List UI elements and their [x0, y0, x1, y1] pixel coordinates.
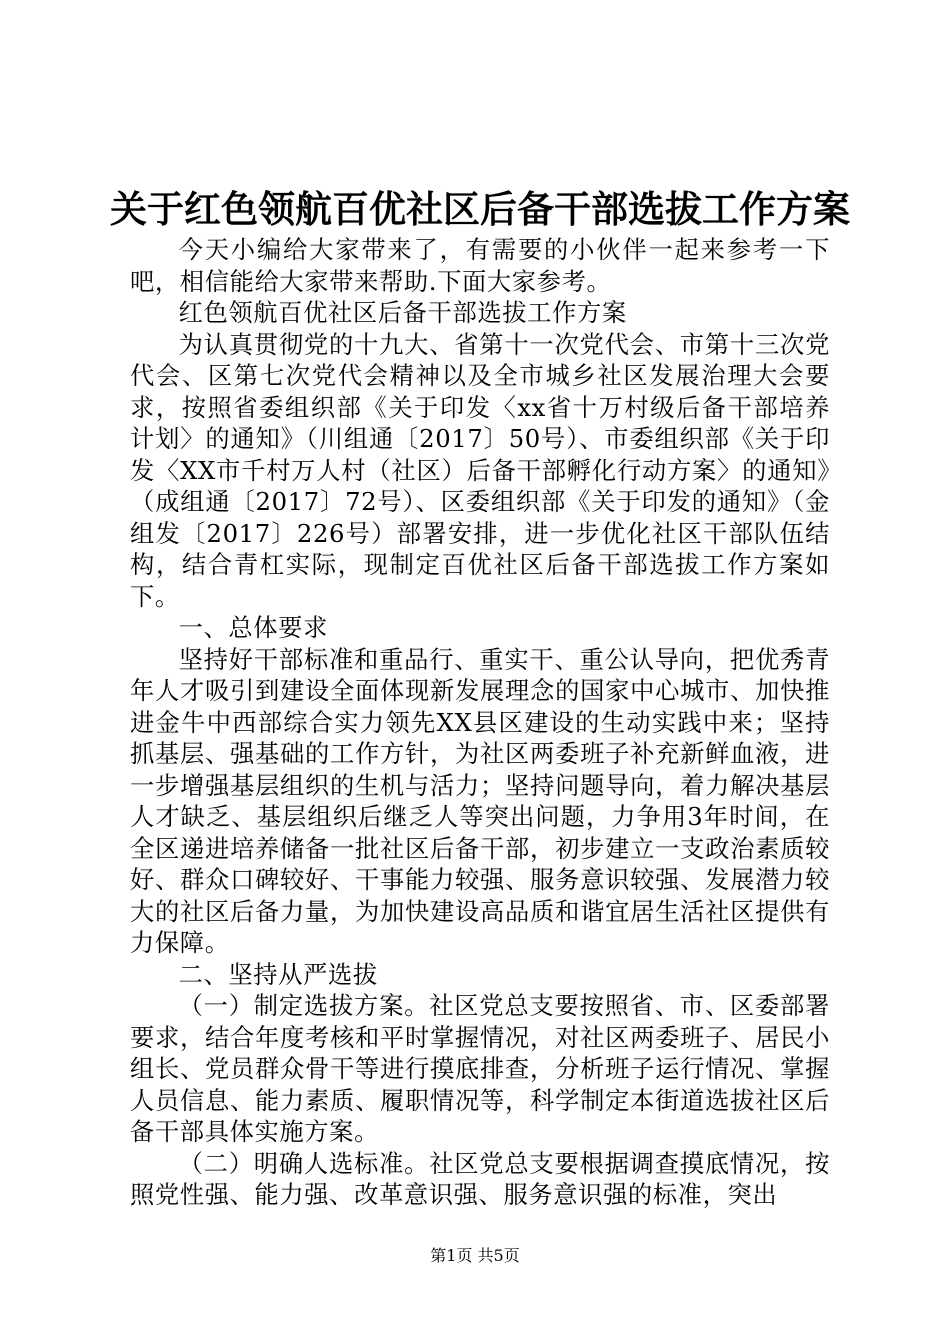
- section-heading-2: 二、坚持从严选拔: [178, 959, 378, 989]
- paragraph-subsection-2: （二）明确人选标准。社区党总支要根据调查摸底情况，按照党性强、能力强、改革意识强、服务意识强的标准，突出: [130, 1148, 830, 1209]
- paragraph-background: 为认真贯彻党的十九大、省第十一次党代会、市第十三次党代会、区第七次党代会精神以及全市城乡社区发展治理大会要求，按照省委组织部《关于印发〈xx省十万村级后备干部培养计划〉的通知》（川组通〔2017〕50号）、市委组织部《关于印发〈XX市千村万人村（社区）后备干部孵化行动方案〉的通知》（成组通〔2017〕72号）、区委组织部《关于印发的通知》（金组发〔2017〕226号）部署安排，进一步优化社区干部队伍结构，结合青杠实际，现制定百优社区后备干部选拔工作方案如下。: [130, 329, 830, 611]
- document-body: [130, 234, 830, 1211]
- paragraph-subtitle: 红色领航百优社区后备干部选拔工作方案: [178, 298, 627, 327]
- paragraph-intro: 今天小编给大家带来了，有需要的小伙伴一起来参考一下吧，相信能给大家带来帮助.下面大家参考。: [130, 235, 830, 296]
- paragraph-section-1: 坚持好干部标准和重品行、重实干、重公认导向，把优秀青年人才吸引到建设全面体现新发展理念的国家中心城市、加快推进金牛中西部综合实力领先XX县区建设的生动实践中来；坚持抓基层、强基础的工作方针，为社区两委班子补充新鲜血液，进一步增强基层组织的生机与活力；坚持问题导向，着力解决基层人才缺乏、基层组织后继乏人等突出问题，力争用3年时间，在全区递进培养储备一批社区后备干部，初步建立一支政治素质较好、群众口碑较好、干事能力较强、服务意识较强、发展潜力较大的社区后备力量，为加快建设高品质和谐宜居生活社区提供有力保障。: [130, 644, 830, 957]
- document-title: 关于红色领航百优社区后备干部选拔工作方案: [110, 187, 850, 231]
- paragraph-subsection-1: （一）制定选拔方案。社区党总支要按照省、市、区委部署要求，结合年度考核和平时掌握情况，对社区两委班子、居民小组长、党员群众骨干等进行摸底排查，分析班子运行情况、掌握人员信息、能力素质、履职情况等，科学制定本街道选拔社区后备干部具体实施方案。: [130, 991, 830, 1146]
- section-heading-1: 一、总体要求: [178, 613, 328, 642]
- page-number-footer: 第1页 共5页: [430, 1246, 520, 1265]
